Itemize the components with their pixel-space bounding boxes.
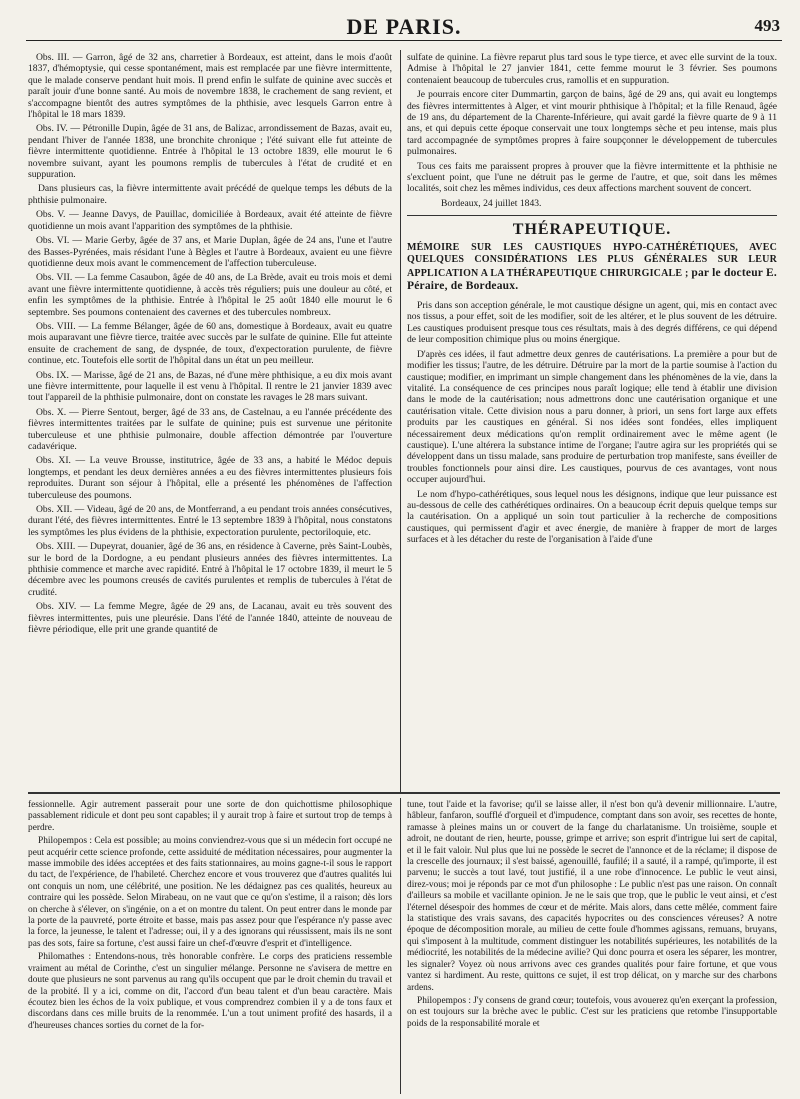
feuilleton-divider [28,792,780,794]
observation-paragraph: Obs. IV. — Pétronille Dupin, âgée de 31 ans, de Balizac, arrondissement de Bazas, avait eu, pendant l'hiver de l'année 1838, une bronchite chronique ; l'été suivant elle fut atteinte de fièvre intermittente quotidienne. Entrée à l'hôpital le 13 octobre 1839, elle mourut le 6 novembre suivant, ayant les poumons remplis de tubercules à l'état de crudité et en suppuration. [28,123,392,181]
observation-paragraph: Obs. X. — Pierre Sentout, berger, âgé de 33 ans, de Castelnau, a eu l'année précédente des fièvres intermittentes traitées par le sulfate de quinine; puis est survenue une péritonite tuberculeuse et une phthisie pulmonaire, double affection démontrée par l'ouverture cadavérique. [28,406,392,452]
column-divider [400,50,401,792]
feuilleton-paragraph: Philopempos : Cela est possible; au moins conviendrez-vous que si un médecin fort occupé ne peut acquérir cette science profonde, cette assiduité de méditation nécessaires, pour augmenter la masse immobile des idées acceptées et des faits stationnaires, au moins gagne-t-il sous le rapport du tact, de l'expérience, de l'habileté. Cherchez encore et vous trouverez que d'autres qualités lui ont conquis un nom, une célébrité, une position. Ne les dédaignez pas ces qualités, heureux au contraire qui les possède. Selon Mirabeau, on ne vaut que ce qu'on s'estime, il a raison; dès lors on cherche à s'élever, on s'ingénie, on a et on montre du talent. On peut entrer dans le monde par la porte de la pauvreté, porte étroite et basse, mais pas assez pour que l'espérance n'y passe avec la force, la jeunesse, le talent et l'adresse; oui, il y a des ignorans qui réussissent, mais ils ne sont pas des sots, faire sa fortune, c'est aussi faire un chef-d'œuvre d'esprit et d'intelligence. [28,836,392,949]
observation-paragraph: Obs. XI. — La veuve Brousse, institutrice, âgée de 33 ans, a habité le Médoc depuis longtemps, et pendant les deux dernières années a eu des fièvres intermittentes plusieurs fois reproduites. Durant son séjour à l'hôpital, elle a présenté les phénomènes de l'affection tuberculeuse des poumons. [28,455,392,501]
feuilleton-column-divider [400,798,401,1094]
body-paragraph: Je pourrais encore citer Dummartin, garçon de bains, âgé de 29 ans, qui avait eu longtemps des fièvres intermittentes à Alger, et vint mourir phthisique à l'hôpital; et la fille Renaud, âgée de 19 ans, du département de la Charente-Inférieure, qui avait gardé la fièvre quarte de 9 à 11 ans, et qui depuis cette époque conservait une toux longtemps sèche et peu intense, mais plus tard accompagnée de symptômes propres à faire soupçonner le développement de tubercules pulmonaires. [407,89,777,158]
section-divider [407,215,777,216]
page-number: 493 [754,16,780,35]
memoir-author: par le docteur E. Péraire, de Bordeaux. [407,266,777,293]
feuilleton-paragraph: fessionnelle. Agir autrement passerait pour une sorte de don quichottisme philosophique passablement ridicule et dont peu sont capables; il y aurait trop à faire et surtout trop de temps à perdre. [28,800,392,833]
observation-paragraph: Obs. V. — Jeanne Davys, de Pauillac, domiciliée à Bordeaux, avait été atteinte de fièvre quotidienne un mois avant l'apparition des symptômes de la phthisie. [28,209,392,232]
signoff: Bordeaux, 24 juillet 1843. [441,197,542,209]
observation-paragraph: Obs. IX. — Marisse, âgé de 21 ans, de Bazas, né d'une mère phthisique, a eu dix mois avant une fièvre intermittente, pour laquelle il est venu à l'hôpital. Il rentre le 21 janvier 1839 avec tout l'appareil de la phthisie pulmonaire, dont on constate les ravages le 28 mars suivant. [28,369,392,404]
feuilleton-paragraph: tune, tout l'aide et la favorise; qu'il se laisse aller, il n'est bon qu'à devenir millionnaire. L'autre, hâbleur, fanfaron, soufflé d'orgueil et d'impudence, comptant dans son avoir, ses recettes de honte, ramasse à pleines mains un or couvert de la fange du charlatanisme. Un troisième, souple et adroit, ne doutant de rien, heurte, pousse, grimpe et arrive; son esprit d'intrigue lui sert de capital, et il le fait valoir. Nul plus que lui ne possède le secret de l'annonce et de la réclame; il dispose de la crescelle des journaux; il s'est baissé, agenouillé, faufilé; il a sauté, il a rampé, qu'importe, il est parvenu; le succès a tout lavé, tout justifié, il a une robe d'innocence. Le public le veut ainsi, direz-vous; moi je réponds par ce mot d'un philosophe : Le public n'est pas une raison. On connaît d'ailleurs sa mobile et vacillante opinion. Je ne le sais que trop, que le public le veut ainsi, et c'est l'éternel désespoir des hommes de cœur et de mérite. Mais alors, dans cette mêlée, comment faire la statistique des vrais savans, des capacités hypocrites ou des consciences véreuses? A notre époque de décomposition morale, au milieu de cette foule d'hommes agissans, remuans, bruyans, qui s'imposent à la multitude, comment distinguer les notabilités supérieures, les notabilités de la médiocrité, les notabilités de la médecine avilie? Qui donc pourra et osera les séparer, les montrer, les signaler? Voyez où nous arrivons avec ces grandes qualités pour faire fortune, et que vous vantez si hardiment. Au reste, quittons ce sujet, il est trop délicat, on y marche sur des charbons ardens. [407,800,777,993]
body-paragraph: Pris dans son acception générale, le mot caustique désigne un agent, qui, mis en contact avec nos tissus, a pour effet, soit de les modifier, soit de les altérer, et le plus souvent de les détruire. Les caustiques produisent presque tous ces résultats, mais à des degrés différens, ce qui dépend de leur composition chimique plus ou moins énergique. [407,300,777,346]
section-heading: THÉRAPEUTIQUE. [512,221,672,239]
body-paragraph: Tous ces faits me paraissent propres à prouver que la fièvre intermittente et la phthisie ne s'excluent point, que l'une ne détruit pas le germe de l'autre, et que, soit dans les mêmes localités, soit chez les mêmes individus, ces deux affections marchent souvent de concert. [407,160,777,195]
left-column [28,52,392,790]
observation-paragraph: Obs. III. — Garron, âgé de 32 ans, charretier à Bordeaux, est atteint, dans le mois d'août 1837, d'hémoptysie, qui cesse spontanément, mais est remplacée par une fièvre intermittente, que le malade conserve pendant huit mois. Il prend enfin le sulfate de quinine avec succès et paraît jouir d'une bonne santé. Au mois de novembre 1838, le crachement de sang revient, et s'accompagne bientôt des autres symptômes de la phthisie, avec lesquels Garron entre à l'hôpital le 18 mars 1839. [28,52,392,121]
body-paragraph: sulfate de quinine. La fièvre reparut plus tard sous le type tierce, et avec elle survint de la toux. Admise à l'hôpital le 27 janvier 1841, cette femme mourut le 3 février. Ses poumons contenaient beaucoup de tubercules crus, ramollis et en suppuration. [407,52,777,86]
body-paragraph: Dans plusieurs cas, la fièvre intermittente avait précédé de quelque temps les débuts de la phthisie pulmonaire. [28,183,392,206]
observation-paragraph: Obs. XIV. — La femme Megre, âgée de 29 ans, de Lacanau, avait eu très souvent des fièvres intermittentes, puis une pleurésie. Dans l'été de l'année 1840, atteinte de nouveau de fièvre périodique, elle prit une grande quantité de [28,601,392,636]
observation-paragraph: Obs. VI. — Marie Gerby, âgée de 37 ans, et Marie Duplan, âgée de 24 ans, l'une et l'autre des Basses-Pyrénées, mais résidant l'une à Bègles et l'autre à Bordeaux, avaient eu une fièvre quotidienne deux mois avant le commencement de l'affection tuberculeuse. [28,235,392,269]
feuilleton-paragraph: Philomathes : Entendons-nous, très honorable confrère. Le corps des praticiens ressemble vraiment au métal de Corinthe, c'est un singulier mélange. Personne ne s'avisera de mettre en doute que plusieurs ne sont parvenus au rang qu'ils occupent que par le droit chemin du travail et de la probité. Il y a ici, comme on dit, l'accord d'un beau talent et d'un beau caractère. Mais écoutez bien les échos de la voix publique, et vous comprendrez combien il y a de tons faux et discordans dans ces mille bruits de la renommée. L'un a tout uniment profité des hasards, il a d'heureuses chances sorties du cornet de la for- [28,952,392,1031]
feuilleton-paragraph: Philopempos : J'y consens de grand cœur; toutefois, vous avouerez qu'en exerçant la profession, on est toujours sur la brèche avec le public. C'est sur les praticiens que retombe l'insupportable poids de la responsabilité morale et [407,995,777,1029]
body-paragraph: Le nom d'hypo-cathérétiques, sous lequel nous les désignons, indique que leur puissance est au-dessous de celle des cathérétiques ordinaires. On a beaucoup écrit depuis quelque temps sur la cautérisation. On a appliqué un soin tout particulier à la recherche de compositions caustiques, qui permissent d'agir et avec énergie, de manière à frapper de mort de larges surfaces et à les détacher du reste de l'organisation à l'aide d'une [407,488,777,546]
observation-paragraph: Obs. VIII. — La femme Bélanger, âgée de 60 ans, domestique à Bordeaux, avait eu quatre mois auparavant une fièvre tierce, traitée avec succès par le sulfate de quinine. Elle fut atteinte ensuite de crachement de sang, de dyspnée, de toux, d'expectoration purulente, de fièvre continue, etc. Toutefois elle sortit de l'hôpital dans un état un peu meilleur. [28,320,392,367]
body-paragraph: D'après ces idées, il faut admettre deux genres de cautérisations. La première a pour but de modifier les tissus; l'autre, de les détruire. Détruire par la mort de la partie soumise à l'action du caustique; modifier, en imprimant un simple changement dans les phénomènes de la vie, dans la vitalité. La conséquence de ces principes nous paraît logique; elle tend à établir une division dans le mode de la cautérisation; nous admettrons donc une cautérisation organique et une cautérisation vitale. Cette division nous a paru donner, à priori, un sens fort large aux effets produits par les caustiques en général. Si nos idées sont fondées, elles impliquent nécessairement deux médications qu'on remplit ordinairement avec le même agent (le caustique). L'une altérera la substance intime de l'organe; l'autre agira sur les propriétés qui se développent dans un tissu malade, sans produire de perturbation trop manifeste, sans éveiller de troubles fonctionnels pour ainsi dire. Les caustiques, pourvus de ces avantages, vont nous occuper aujourd'hui. [407,348,777,486]
running-title: DE PARIS. [346,14,462,39]
feuilleton-left-column [28,800,392,1090]
observation-paragraph: Obs. VII. — La femme Casaubon, âgée de 40 ans, de La Brède, avait eu trois mois et demi avant une fièvre intermittente quotidienne, à accès très réguliers; puis une douleur au côté, et enfin les symptômes de la phthisie. Entrée à l'hôpital le 25 août 1840 elle mourut le 6 septembre. Ses poumons contenaient des cavernes et des tubercules nombreux. [28,272,392,318]
right-column [407,52,777,790]
observation-paragraph: Obs. XIII. — Dupeyrat, douanier, âgé de 36 ans, en résidence à Caverne, près Saint-Loubès, sur le bord de la Dordogne, a eu pendant plusieurs années des fièvres intermittentes. La phthisie commence et marche avec rapidité. Entré à l'hôpital le 17 octobre 1839, il meurt le 5 décembre avec les poumons creusés de cavités purulentes et remplis de tubercules à l'état de crudité. [28,541,392,598]
observation-paragraph: Obs. XII. — Videau, âgé de 20 ans, de Montferrand, a eu pendant trois années consécutives, durant l'été, des fièvres intermittentes. Entré le 13 septembre 1839 à l'hôpital, nous constatons les symptômes les plus évidens de la phthisie, expectoration purulente, pectoriloquie, etc. [28,504,392,538]
memoir-title [407,242,777,294]
memoir-title-text: MÉMOIRE SUR LES CAUSTIQUES HYPO-CATHÉRÉTIQUES, AVEC QUELQUES CONSIDÉRATIONS LES PLUS GÉNÉRALES SUR LEUR APPLICATION A LA THÉRAPEUTIQUE CHIRURGICALE ; [407,241,777,279]
page-header [26,14,782,41]
feuilleton-right-column [407,800,777,1090]
